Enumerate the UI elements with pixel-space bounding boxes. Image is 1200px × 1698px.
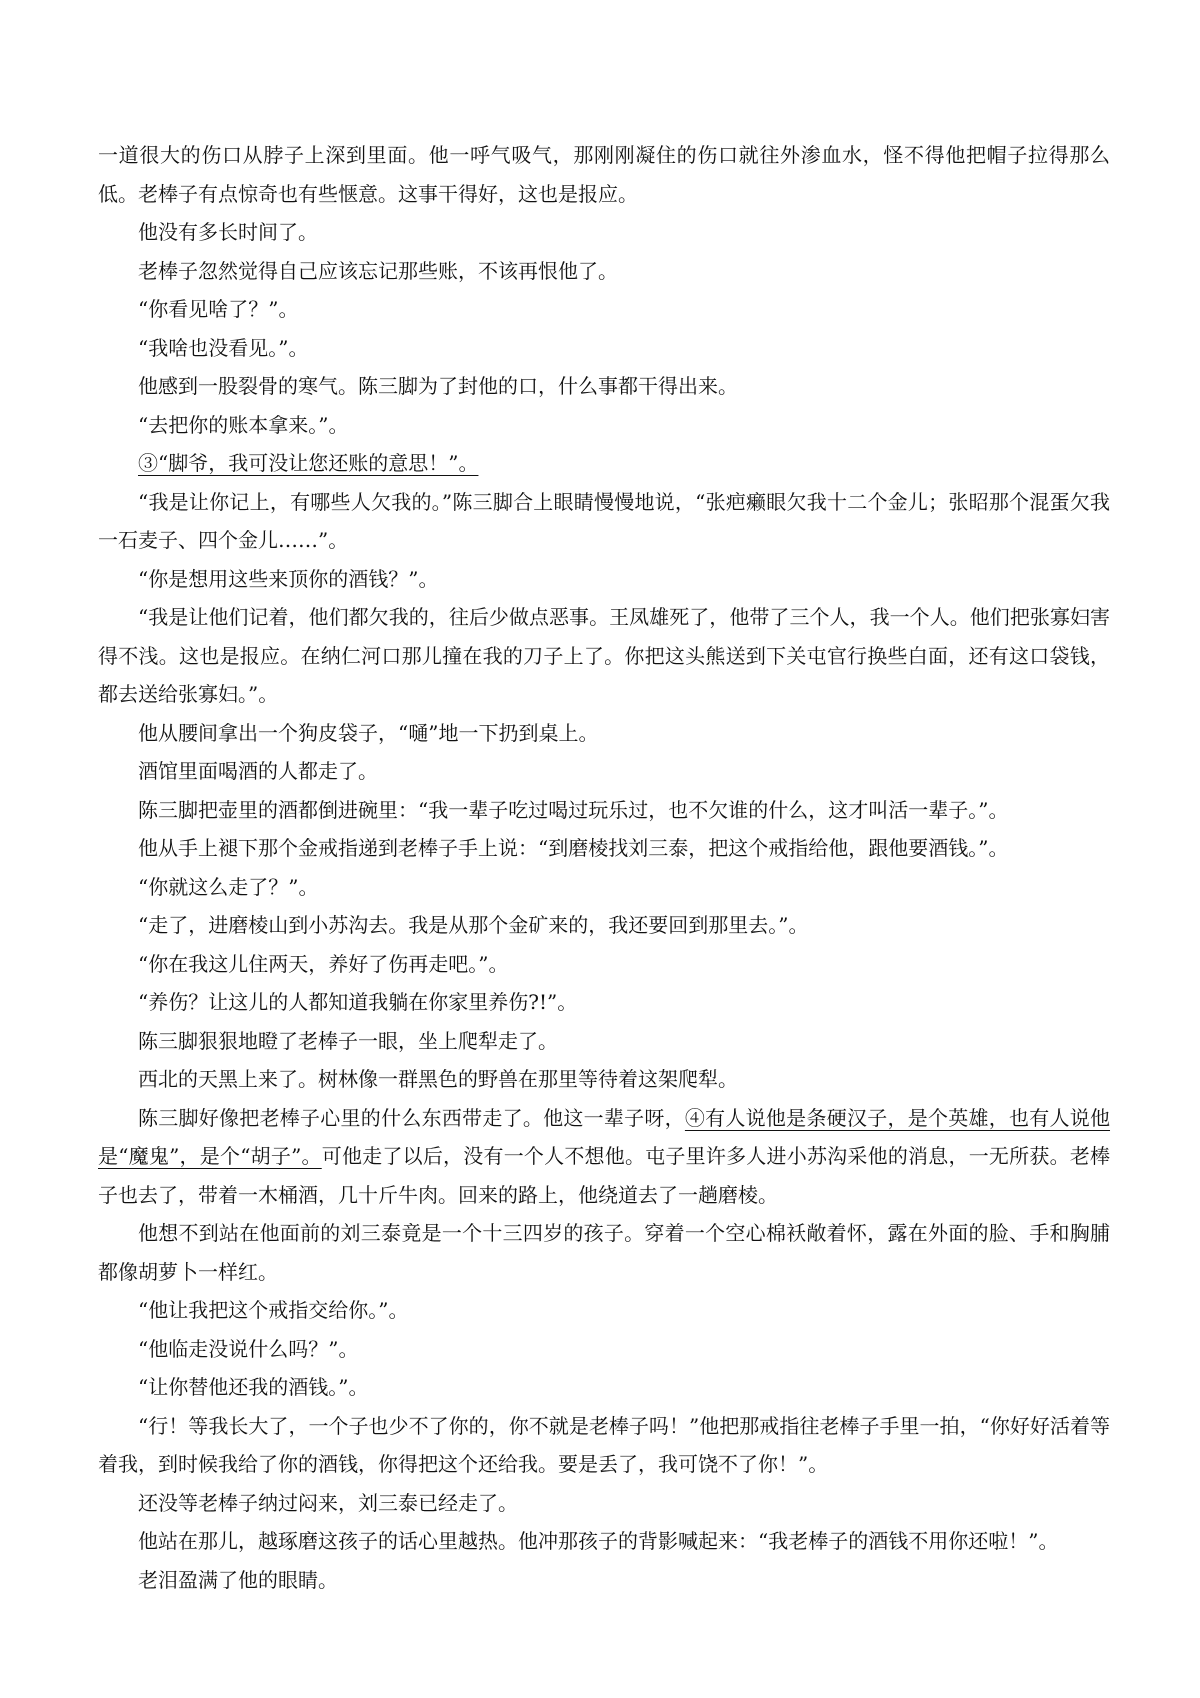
paragraph — [98, 1407, 1110, 1484]
paragraph — [98, 252, 1110, 291]
text-run: 还没等老棒子纳过闷来，刘三泰已经走了。 — [138, 1490, 518, 1515]
paragraph — [98, 829, 1110, 868]
text-run: “我啥也没看见。”。 — [138, 335, 309, 360]
text-run: 他没有多长时间了。 — [138, 220, 318, 244]
text-run: “你是想用这些来顶你的酒钱？”。 — [138, 566, 439, 591]
paragraph — [98, 290, 1110, 329]
paragraph — [98, 560, 1110, 599]
text-run: 可他走了以后，没有一个人不想他。屯子里许多人进小苏沟采他的消息，一无所获。老棒子也去了，带着一木桶酒，几十斤牛肉。回来的路上，他绕道去了一趟磨棱。 — [98, 1144, 1110, 1207]
paragraph — [98, 868, 1110, 907]
paragraph — [98, 1060, 1110, 1099]
paragraph — [98, 945, 1110, 984]
paragraph — [98, 444, 1110, 483]
paragraph — [98, 906, 1110, 945]
text-run: 他想不到站在他面前的刘三泰竟是一个十三四岁的孩子。穿着一个空心棉袄敞着怀，露在外面的脸、手和胸脯都像胡萝卜一样红。 — [98, 1221, 1110, 1284]
paragraph — [98, 136, 1110, 213]
text-run: 老棒子忽然觉得自己应该忘记那些账，不该再恨他了。 — [138, 258, 618, 283]
underlined-sentence: ③“脚爷，我可没让您还账的意思！”。 — [138, 451, 479, 475]
text-run: “让你替他还我的酒钱。”。 — [138, 1375, 369, 1399]
paragraph — [98, 1561, 1110, 1600]
underlined-sentence: ④有人说他是条硬汉子，是个英雄，也有人说他是“魔鬼”，是个“胡子”。 — [98, 1105, 1111, 1168]
paragraph — [98, 983, 1110, 1022]
text-run: 陈三脚好像把老棒子心里的什么东西带走了。他这一辈子呀， — [138, 1105, 685, 1130]
text-run: “去把你的账本拿来。”。 — [138, 412, 349, 437]
text-run: “他让我把这个戒指交给你。”。 — [138, 1298, 409, 1322]
text-run: 他从手上褪下那个金戒指递到老棒子手上说：“到磨棱找刘三泰，把这个戒指给他，跟他要酒钱。”。 — [138, 836, 1009, 860]
text-run: “他临走没说什么吗？”。 — [138, 1336, 359, 1361]
paragraph — [98, 406, 1110, 445]
paragraph — [98, 1099, 1110, 1215]
text-run: 酒馆里面喝酒的人都走了。 — [138, 759, 378, 783]
paragraph — [98, 1214, 1110, 1291]
text-run: “我是让你记上，有哪些人欠我的。”陈三脚合上眼睛慢慢地说，“张疤癞眼欠我十二个金儿；张昭那个混蛋欠我一石麦子、四个金儿……”。 — [98, 489, 1110, 552]
text-run: “你在我这儿住两天，养好了伤再走吧。”。 — [138, 951, 509, 976]
text-run: “我是让他们记着，他们都欠我的，往后少做点恶事。王凤雄死了，他带了三个人，我一个人。他们把张寡妇害得不浅。这也是报应。在纳仁河口那儿撞在我的刀子上了。你把这头熊送到下关屯官行换些白面，还有这口袋钱，都去送给张寡妇。”。 — [98, 605, 1110, 706]
text-run: 他从腰间拿出一个狗皮袋子，“嗵”地一下扔到桌上。 — [138, 720, 599, 745]
paragraph — [98, 598, 1110, 714]
paragraph — [98, 714, 1110, 753]
text-run: “你就这么走了？”。 — [138, 874, 319, 899]
paragraph — [98, 1291, 1110, 1330]
paragraph — [98, 752, 1110, 791]
paragraph — [98, 483, 1110, 560]
paragraph — [98, 329, 1110, 368]
story-text — [98, 136, 1110, 1599]
text-run: 一道很大的伤口从脖子上深到里面。他一呼气吸气，那刚刚凝住的伤口就往外渗血水，怪不得他把帽子拉得那么低。老棒子有点惊奇也有些惬意。这事干得好，这也是报应。 — [98, 143, 1110, 206]
text-run: 老泪盈满了他的眼睛。 — [138, 1567, 338, 1592]
text-run: “养伤？让这儿的人都知道我躺在你家里养伤?!”。 — [138, 990, 578, 1014]
paragraph — [98, 1484, 1110, 1523]
paragraph — [98, 1330, 1110, 1369]
paragraph — [98, 1368, 1110, 1407]
paragraph — [98, 367, 1110, 406]
text-run: “行！等我长大了，一个子也少不了你的，你不就是老棒子吗！”他把那戒指往老棒子手里一拍，“你好好活着等着我，到时候我给了你的酒钱，你得把这个还给我。要是丢了，我可饶不了你！”。 — [98, 1413, 1110, 1476]
text-run: 陈三脚把壶里的酒都倒进碗里：“我一辈子吃过喝过玩乐过，也不欠谁的什么，这才叫活一辈子。”。 — [138, 797, 1009, 822]
text-run: 陈三脚狠狠地瞪了老棒子一眼，坐上爬犁走了。 — [138, 1028, 558, 1053]
paragraph — [98, 213, 1110, 252]
text-run: “走了，进磨棱山到小苏沟去。我是从那个金矿来的，我还要回到那里去。”。 — [138, 913, 809, 937]
paragraph — [98, 791, 1110, 830]
text-run: 他感到一股裂骨的寒气。陈三脚为了封他的口，什么事都干得出来。 — [138, 374, 738, 398]
text-run: “你看见啥了？”。 — [138, 297, 299, 321]
text-run: 他站在那儿，越琢磨这孩子的话心里越热。他冲那孩子的背影喊起来：“我老棒子的酒钱不用你还啦！”。 — [138, 1529, 1059, 1553]
paragraph — [98, 1522, 1110, 1561]
text-run: 西北的天黑上来了。树林像一群黑色的野兽在那里等待着这架爬犁。 — [138, 1067, 738, 1091]
paragraph — [98, 1022, 1110, 1061]
